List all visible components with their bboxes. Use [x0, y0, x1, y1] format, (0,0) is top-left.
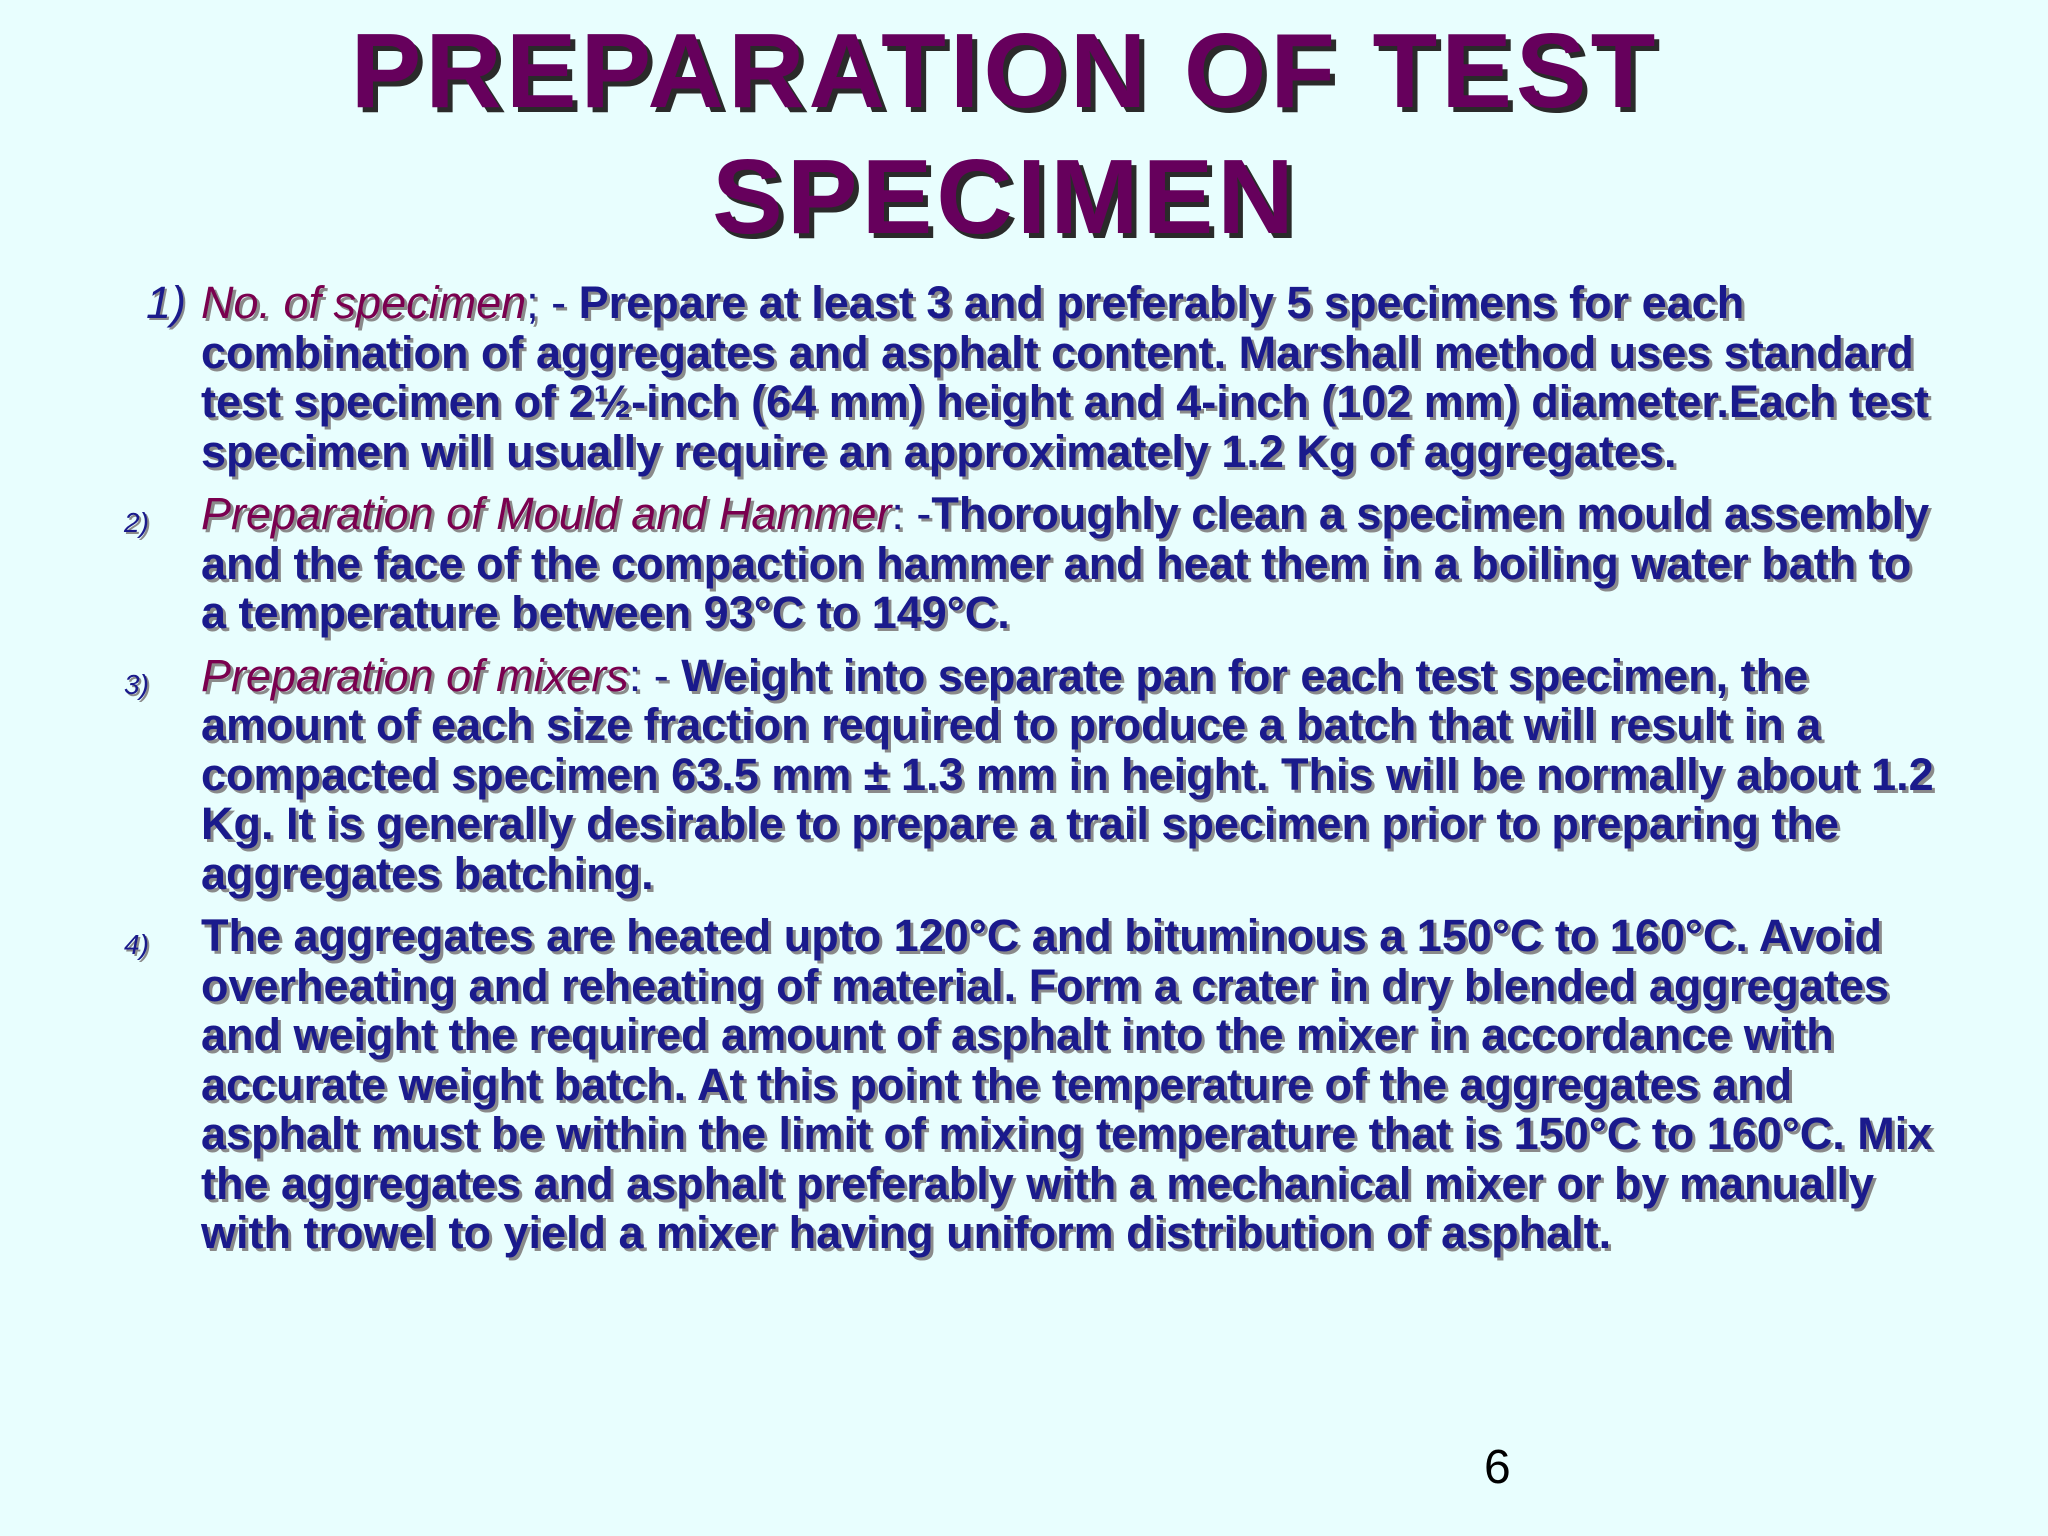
- numbered-list: [0, 278, 2048, 1258]
- list-item-number: 4): [124, 929, 149, 960]
- list-item-2: [0, 489, 1941, 638]
- list-item-text: The aggregates are heated upto 120°C and bituminous a 150°C to 160°C. Avoid overheating and reheating of material. Form a crater in dry blended aggregates and weight the required amount of asphalt into the mixer in accordance with accurate weight batch. At this point the temperature of the aggregates and asphalt must be within the limit of mixing temperature that is 150°C to 160°C. Mix the aggregates and asphalt preferably with a mechanical mixer or by manually with trowel to yield a mixer having uniform distribution of asphalt.: [201, 910, 1933, 1258]
- page-number: 6: [1484, 1441, 1511, 1494]
- list-item-number: 1): [146, 277, 187, 328]
- list-item-separator: ; -: [526, 277, 579, 328]
- list-item-3: [0, 651, 1941, 899]
- list-item-text: Thoroughly clean a specimen mould assembly and the face of the compaction hammer and heat them in a boiling water bath to a temperature between 93°C to 149°C.: [201, 488, 1930, 638]
- slide-title: [0, 8, 2010, 260]
- slide-title-line-1: PREPARATION OF TEST: [350, 12, 1660, 130]
- list-item-number: 2): [124, 507, 149, 538]
- list-item-text: Prepare at least 3 and preferably 5 specimens for each combination of aggregates and asphalt content. Marshall method uses standard test specimen of 2½-inch (64 mm) height and 4-inch (102 mm) diameter.Each test specimen will usually require an approximately 1.2 Kg of aggregates.: [201, 277, 1929, 477]
- list-item-separator: : -: [628, 649, 682, 701]
- list-item-separator: : -: [891, 488, 932, 539]
- list-item-1: [0, 278, 1941, 476]
- slide-title-line-2: SPECIMEN: [712, 138, 1298, 256]
- list-item-heading: Preparation of mixers: [201, 649, 629, 701]
- list-item-heading: No. of specimen: [201, 277, 527, 328]
- list-item-number: 3): [124, 668, 149, 700]
- list-item-4: [0, 911, 1941, 1258]
- list-item-heading: Preparation of Mould and Hammer: [201, 488, 892, 539]
- list-item-text: Weight into separate pan for each test specimen, the amount of each size fraction required to produce a batch that will result in a compacted specimen 63.5 mm ± 1.3 mm in height. This will be normally about 1.2 Kg. It is generally desirable to prepare a trail specimen prior to preparing the aggregates batching.: [201, 649, 1934, 899]
